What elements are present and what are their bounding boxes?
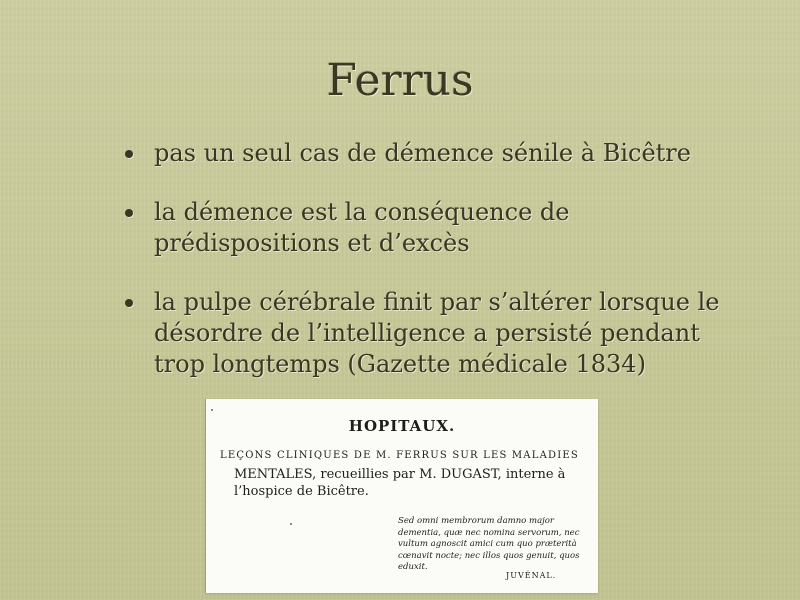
- clipping-line: MENTALES, recueillies par M. DUGAST, interne à: [234, 467, 566, 482]
- bullet-item: [122, 197, 722, 259]
- bullet-dot-icon: [125, 299, 133, 307]
- bullet-list: [122, 138, 722, 408]
- ink-speck: [290, 523, 292, 525]
- ink-speck: [211, 409, 213, 411]
- clipping-epigraph: Sed omni membrorum damno major dementia, quæ nec nomina servorum, nec vultum agnoscit amici cum quo præterità cœnavit nocte; nec illos quos genuit, quos eduxit.: [398, 516, 580, 572]
- clipping-signature: JUVÉNAL.: [506, 571, 557, 580]
- bullet-dot-icon: [125, 209, 133, 217]
- bullet-dot-icon: [125, 150, 133, 158]
- bullet-item: [122, 287, 722, 380]
- bullet-text: la pulpe cérébrale finit par s’altérer lorsque le désordre de l’intelligence a persisté pendant trop longtemps (Gazette médicale 1834): [154, 288, 720, 378]
- newspaper-clipping-image: [205, 399, 598, 593]
- bullet-item: [122, 138, 722, 169]
- clipping-line: l’hospice de Bicêtre.: [234, 484, 369, 499]
- bullet-text: pas un seul cas de démence sénile à Bicêtre: [154, 139, 691, 167]
- clipping-title: HOPITAUX.: [348, 417, 456, 435]
- bullet-text: la démence est la conséquence de prédispositions et d’excès: [154, 198, 570, 257]
- slide-title: Ferrus: [326, 55, 474, 106]
- clipping-heading: LEÇONS CLINIQUES DE M. FERRUS SUR LES MALADIES: [220, 450, 579, 461]
